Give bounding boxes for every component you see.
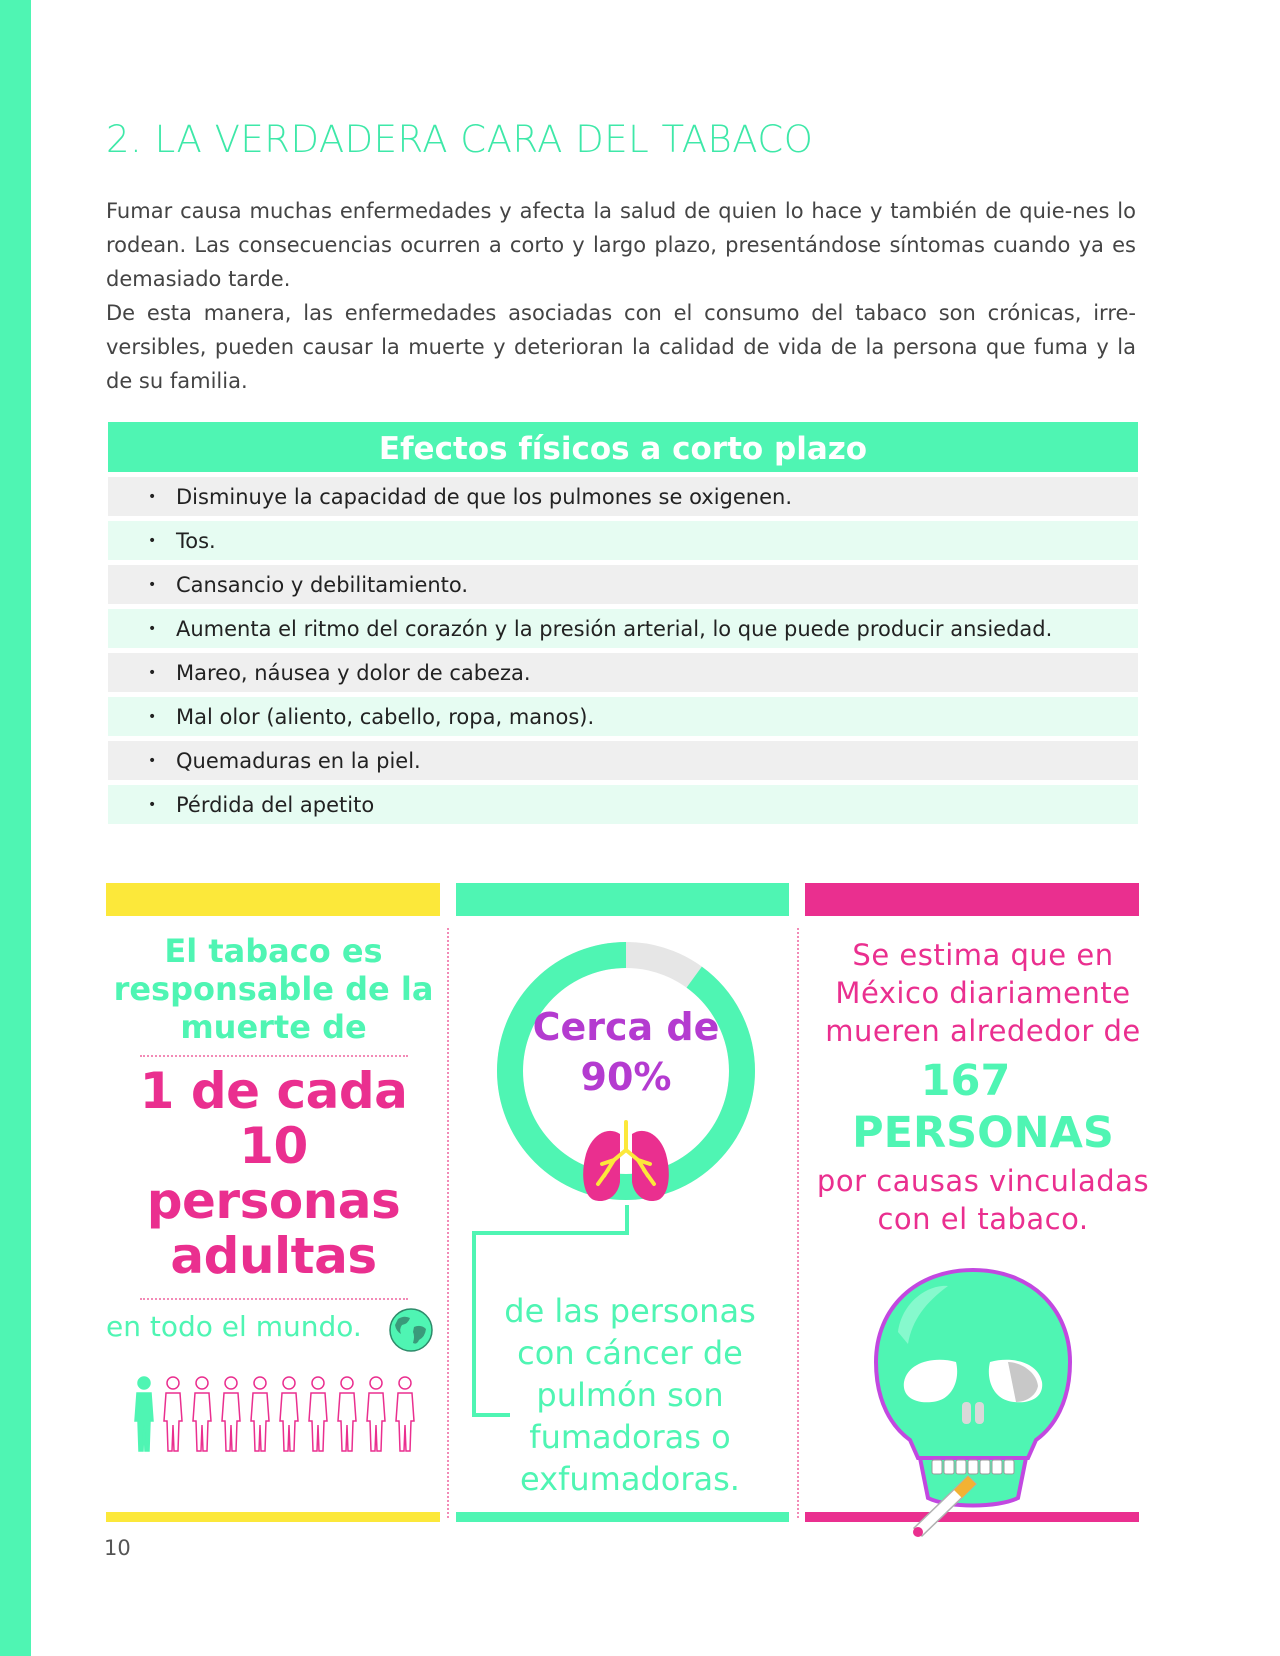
panel3-number: 167	[920, 1056, 1011, 1106]
mint-strip-top	[456, 883, 789, 916]
effects-list	[108, 477, 1138, 824]
effect-text: Cansancio y debilitamiento.	[176, 572, 469, 597]
effects-heading: Efectos físicos a corto plazo	[108, 422, 1138, 472]
effect-text: Mal olor (aliento, cabello, ropa, manos).	[176, 704, 595, 729]
bullet-icon: •	[148, 796, 157, 813]
person-icon	[367, 1377, 385, 1451]
person-icon	[251, 1377, 269, 1451]
list-item	[108, 785, 1138, 824]
effects-table	[108, 422, 1138, 824]
list-item	[108, 741, 1138, 780]
bullet-icon: •	[148, 664, 157, 681]
bullet-icon: •	[148, 488, 157, 505]
lungs-icon	[578, 1120, 674, 1204]
effect-text: Mareo, náusea y dolor de cabeza.	[176, 660, 531, 685]
column-divider	[447, 928, 449, 1518]
bullet-icon: •	[148, 708, 157, 725]
bullet-icon: •	[148, 576, 157, 593]
globe-icon	[388, 1307, 434, 1353]
list-item	[108, 521, 1138, 560]
person-icon	[193, 1377, 211, 1451]
bullet-icon: •	[148, 532, 157, 549]
intro-paragraph-1: Fumar causa muchas enfermedades y afecta la salud de quien lo hace y también de quie-nes lo rodean. Las consecuencias ocurren a corto y largo plazo, presentándose síntomas cuando ya es demasiado tarde.	[106, 199, 1136, 291]
yellow-strip-top	[106, 883, 440, 916]
person-icon	[135, 1377, 153, 1451]
yellow-strip-bottom	[106, 1512, 440, 1522]
page-title: 2. LA VERDADERA CARA DEL TABACO	[106, 118, 814, 161]
panel2-text: de las personas con cáncer de pulmón son fumadoras o exfumadoras.	[504, 1292, 756, 1498]
person-icon	[222, 1377, 240, 1451]
dotted-rule	[140, 1298, 408, 1300]
page-number: 10	[104, 1536, 131, 1560]
mint-strip-bottom	[456, 1512, 789, 1522]
panel3-bottom-text: por causas vinculadas con el tabaco.	[816, 1164, 1150, 1236]
person-icon	[309, 1377, 327, 1451]
bullet-icon: •	[148, 752, 157, 769]
panel3-unit: PERSONAS	[852, 1108, 1114, 1158]
panel3-top-text: Se estima que en México diariamente mueren alrededor de	[825, 938, 1141, 1048]
panel1-heading: El tabaco es responsable de la muerte de	[113, 932, 434, 1046]
panel1-world-text: en todo el mundo.	[106, 1310, 362, 1343]
panel3-number-block	[808, 1055, 1158, 1159]
effect-text: Pérdida del apetito	[176, 792, 375, 817]
person-icon	[396, 1377, 414, 1451]
pink-strip-top	[805, 883, 1139, 916]
list-item	[108, 609, 1138, 648]
list-item	[108, 653, 1138, 692]
intro-paragraph-2: De esta manera, las enfermedades asociadas con el consumo del tabaco son crónicas, irre-versibles, pueden causar la muerte y deterioran la calidad de vida de la persona que fuma y la de su familia.	[106, 301, 1136, 393]
person-icon	[280, 1377, 298, 1451]
panel2-percent: Cerca de 90%	[532, 1005, 720, 1099]
person-icon	[164, 1377, 182, 1451]
dotted-rule	[140, 1055, 408, 1057]
effect-text: Tos.	[176, 528, 216, 553]
panel1-big-stat: 1 de cada 10 personas adultas	[139, 1062, 408, 1285]
person-icon	[338, 1377, 356, 1451]
people-pictogram	[126, 1375, 426, 1455]
skull-icon	[868, 1262, 1078, 1542]
bullet-icon: •	[148, 620, 157, 637]
list-item	[108, 477, 1138, 516]
intro-text	[106, 194, 1136, 398]
column-divider	[797, 928, 799, 1518]
list-item	[108, 697, 1138, 736]
side-accent-bar	[0, 0, 31, 1656]
effect-text: Aumenta el ritmo del corazón y la presión arterial, lo que puede producir ansiedad.	[176, 616, 1053, 641]
list-item	[108, 565, 1138, 604]
effect-text: Disminuye la capacidad de que los pulmones se oxigenen.	[176, 484, 793, 509]
effect-text: Quemaduras en la piel.	[176, 748, 421, 773]
